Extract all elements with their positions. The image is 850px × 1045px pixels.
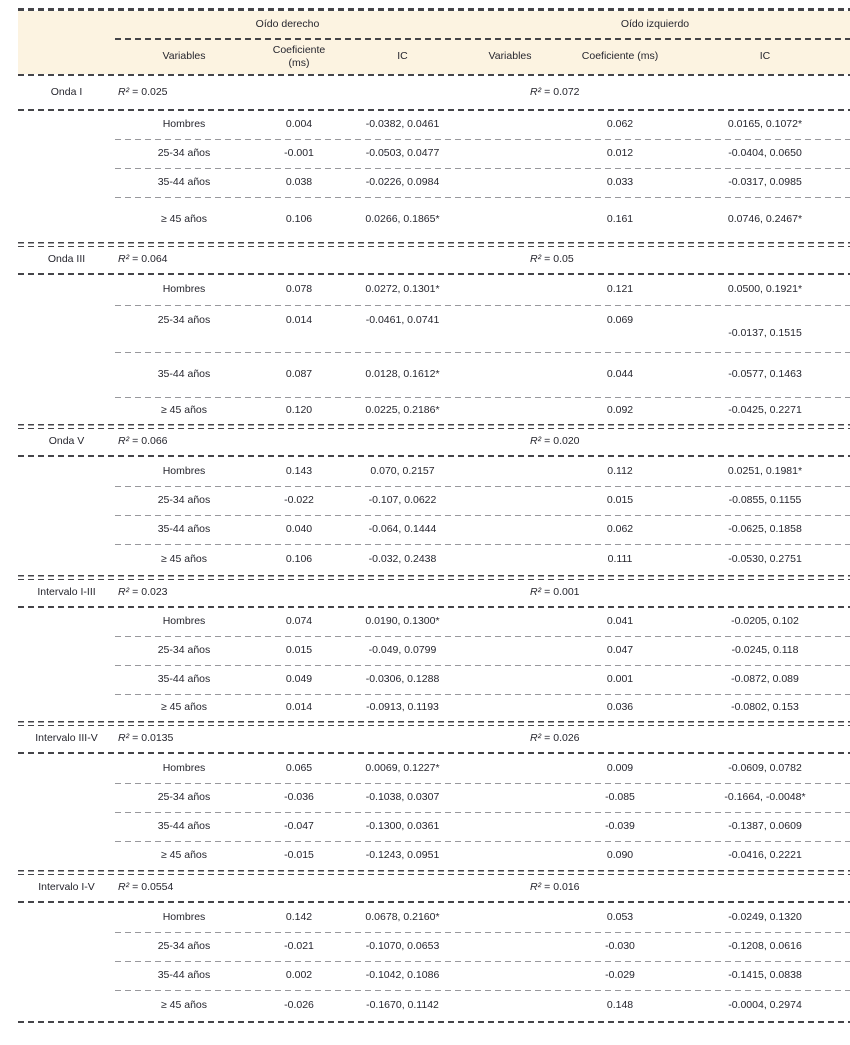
ic-left-cell: -0.1387, 0.0609 (728, 820, 802, 833)
table-row (18, 608, 850, 636)
table-row (18, 140, 850, 168)
coef-left-cell: -0.039 (605, 820, 635, 833)
variable-cell: 35-44 años (157, 673, 211, 686)
coef-label-line2: (ms) (288, 57, 310, 69)
ic-right-cell: -0.0382, 0.0461 (365, 118, 440, 131)
equals-sign: = (544, 253, 551, 266)
ic-right-cell: -0.032, 0.2438 (368, 553, 437, 566)
table-row (18, 457, 850, 486)
r2-value-right (115, 247, 460, 273)
coef-right-cell: 0.015 (285, 644, 313, 657)
r2-value-right (115, 429, 460, 455)
col-header-variables-left: Variables (488, 50, 532, 63)
ic-left-cell: -0.0609, 0.0782 (728, 761, 802, 774)
variable-left-cell (460, 695, 560, 721)
variable-left-cell (460, 353, 560, 397)
coef-left-cell: 0.062 (606, 118, 634, 131)
equals-sign: = (544, 586, 551, 599)
ic-right-cell: -0.0226, 0.0984 (365, 176, 440, 189)
variable-cell: ≥ 45 años (160, 701, 208, 714)
coef-right-cell: 0.004 (285, 118, 313, 131)
ic-right-cell: -0.0503, 0.0477 (365, 147, 440, 160)
coef-left-cell: 0.062 (606, 523, 634, 536)
equals-sign: = (132, 732, 139, 745)
table-row (18, 306, 850, 352)
r2-number: 0.016 (553, 881, 580, 894)
section-end-rule (18, 1021, 850, 1023)
col-header-coef-right (253, 40, 345, 74)
coef-right-cell: 0.040 (285, 523, 313, 536)
ic-left-cell: -0.1415, 0.0838 (728, 969, 802, 982)
equals-sign: = (544, 435, 551, 448)
ic-right-cell: -0.1670, 0.1142 (366, 999, 439, 1012)
coef-right-cell: 0.014 (285, 314, 313, 326)
table-row (18, 353, 850, 397)
coef-right-cell: 0.142 (285, 910, 313, 923)
variable-left-cell (460, 754, 560, 783)
section-label: Onda I (50, 85, 83, 98)
ic-right-cell: -0.1038, 0.0307 (365, 791, 440, 804)
r2-number: 0.001 (553, 586, 580, 599)
ic-right-cell: 0.0069, 0.1227* (365, 761, 440, 774)
coef-right-cell: 0.014 (285, 701, 313, 714)
section-label: Onda V (48, 435, 85, 448)
equals-sign: = (132, 586, 139, 599)
r2-value-right (115, 76, 460, 109)
coef-right-cell: 0.065 (285, 761, 313, 774)
coef-left-cell: 0.092 (606, 404, 634, 417)
r2-value-right (115, 875, 460, 901)
r2-number: 0.0554 (141, 881, 174, 894)
r2-value-left (460, 580, 850, 606)
section-label: Intervalo I-III (37, 586, 96, 599)
coef-left-cell: 0.012 (606, 147, 634, 160)
variable-cell: 35-44 años (157, 523, 211, 536)
ic-left-cell: -0.0205, 0.102 (731, 615, 799, 628)
ic-right-cell: -0.1070, 0.0653 (365, 940, 440, 953)
variable-left-cell (460, 140, 560, 168)
r-squared-symbol: R² (118, 586, 130, 599)
coef-left-cell: 0.009 (606, 761, 634, 774)
coef-left-cell: -0.085 (605, 791, 635, 804)
variable-cell: ≥ 45 años (160, 849, 208, 862)
coef-left-cell: 0.121 (606, 283, 634, 296)
equals-sign: = (544, 881, 551, 894)
ic-left-cell: -0.0245, 0.118 (731, 644, 799, 657)
r2-number: 0.023 (141, 586, 168, 599)
r-squared-symbol: R² (530, 253, 542, 266)
ic-right-cell: 0.0190, 0.1300* (365, 615, 440, 628)
ic-left-cell: -0.0004, 0.2974 (728, 999, 802, 1012)
variable-cell: 25-34 años (157, 644, 211, 657)
equals-sign: = (544, 732, 551, 745)
r2-value-left (460, 429, 850, 455)
r2-value-left (460, 247, 850, 273)
ic-right-cell: 0.0225, 0.2186* (365, 404, 440, 417)
coef-left-cell: -0.030 (605, 940, 635, 953)
variable-left-cell (460, 991, 560, 1021)
coef-left-cell: 0.041 (606, 615, 634, 628)
table-row (18, 903, 850, 932)
variable-cell: 25-34 años (157, 494, 211, 507)
corner-cell (18, 40, 115, 74)
ic-left-cell: -0.1664, -0.0048* (724, 791, 806, 804)
coef-right-cell: 0.120 (285, 404, 313, 417)
equals-sign: = (132, 253, 139, 266)
variable-cell: ≥ 45 años (160, 404, 208, 417)
r2-number: 0.025 (141, 85, 168, 98)
ic-left-cell: -0.0855, 0.1155 (728, 494, 802, 507)
table-row (18, 398, 850, 424)
ic-left-cell: -0.0137, 0.1515 (728, 327, 802, 339)
r-squared-symbol: R² (118, 253, 130, 266)
variable-left-cell (460, 933, 560, 961)
variable-left-cell (460, 111, 560, 139)
coef-right-cell: 0.106 (285, 213, 313, 226)
equals-sign: = (544, 85, 551, 98)
right-ear-group-header: Oído derecho (255, 17, 320, 30)
ic-left-cell: 0.0746, 0.2467* (727, 213, 803, 226)
coef-left-cell: 0.015 (606, 494, 634, 507)
table-row (18, 516, 850, 544)
variable-cell: 35-44 años (157, 820, 211, 833)
equals-sign: = (132, 85, 139, 98)
variable-left-cell (460, 545, 560, 575)
variable-left-cell (460, 198, 560, 242)
ic-right-cell: 0.0678, 0.2160* (365, 910, 440, 923)
variable-cell: ≥ 45 años (160, 213, 208, 226)
variable-left-cell (460, 487, 560, 515)
coef-left-cell: 0.112 (607, 464, 633, 477)
equals-sign: = (132, 881, 139, 894)
col-header-variables-right: Variables (162, 50, 206, 63)
section-label: Intervalo I-V (38, 881, 95, 894)
table-row (18, 487, 850, 515)
variable-left-cell (460, 842, 560, 870)
table-row (18, 198, 850, 242)
col-header-coef-left: Coeficiente (ms) (581, 50, 659, 63)
table-row (18, 933, 850, 961)
variable-left-cell (460, 457, 560, 486)
r2-number: 0.064 (141, 253, 168, 266)
coef-right-cell: -0.036 (284, 791, 314, 804)
coef-left-cell: 0.069 (606, 314, 634, 326)
variable-left-cell (460, 637, 560, 665)
variable-cell: ≥ 45 años (160, 999, 208, 1012)
table-row (18, 169, 850, 197)
r-squared-symbol: R² (118, 435, 130, 448)
variable-cell: 35-44 años (157, 368, 211, 381)
coef-right-cell: -0.026 (284, 999, 314, 1012)
coef-right-cell: 0.074 (285, 615, 313, 628)
variable-left-cell (460, 903, 560, 932)
table-row (18, 666, 850, 694)
table-row (18, 275, 850, 305)
ic-left-cell: -0.1208, 0.0616 (728, 940, 802, 953)
r-squared-symbol: R² (530, 881, 542, 894)
variable-left-cell (460, 169, 560, 197)
variable-cell: 35-44 años (157, 176, 211, 189)
ic-left-cell: -0.0416, 0.2221 (728, 849, 802, 862)
coef-left-cell: 0.148 (606, 999, 634, 1012)
r2-number: 0.05 (553, 253, 574, 266)
variable-cell: Hombres (162, 615, 206, 628)
variable-left-cell (460, 666, 560, 694)
ic-right-cell: 0.0266, 0.1865* (365, 213, 440, 226)
ic-left-cell: -0.0802, 0.153 (731, 701, 799, 714)
r-squared-symbol: R² (118, 881, 130, 894)
r2-value-left (460, 875, 850, 901)
r-squared-symbol: R² (118, 732, 130, 745)
coef-right-cell: 0.078 (285, 283, 313, 296)
ic-left-cell: -0.0530, 0.2751 (728, 553, 802, 566)
section-title-row (18, 875, 850, 901)
variable-cell: Hombres (162, 761, 206, 774)
table-row (18, 637, 850, 665)
table-row (18, 111, 850, 139)
equals-sign: = (132, 435, 139, 448)
ic-left-cell: -0.0404, 0.0650 (728, 147, 802, 160)
variable-cell: Hombres (162, 910, 206, 923)
table-row (18, 813, 850, 841)
r2-value-left (460, 726, 850, 752)
variable-left-cell (460, 813, 560, 841)
variable-left-cell (460, 306, 560, 352)
ic-right-cell: 0.0272, 0.1301* (365, 283, 440, 296)
variable-cell: 25-34 años (157, 314, 211, 326)
coef-left-cell: 0.111 (607, 553, 633, 566)
coef-label-line1: Coeficiente (272, 43, 326, 56)
ic-left-cell: -0.0577, 0.1463 (728, 368, 802, 381)
coef-right-cell: 0.143 (285, 464, 313, 477)
coef-right-cell: -0.015 (284, 849, 314, 862)
r2-number: 0.0135 (141, 732, 174, 745)
ic-right-cell: -0.1243, 0.0951 (365, 849, 440, 862)
section-title-row (18, 76, 850, 109)
table-row (18, 695, 850, 721)
r2-number: 0.066 (141, 435, 168, 448)
ic-right-cell: 0.070, 0.2157 (370, 464, 435, 477)
r2-number: 0.020 (553, 435, 580, 448)
table-row (18, 754, 850, 783)
ic-right-cell: -0.0306, 0.1288 (365, 673, 440, 686)
variable-cell: 25-34 años (157, 940, 211, 953)
left-ear-group-header: Oído izquierdo (620, 17, 690, 30)
table-header (18, 11, 850, 74)
ic-right-cell: 0.0128, 0.1612* (365, 368, 440, 381)
table-row (18, 784, 850, 812)
r-squared-symbol: R² (530, 435, 542, 448)
coef-right-cell: -0.021 (284, 940, 314, 953)
table-row (18, 545, 850, 575)
r2-value-right (115, 726, 460, 752)
ic-left-cell: 0.0500, 0.1921* (727, 283, 803, 296)
section-title-row (18, 247, 850, 273)
ic-left-cell: -0.0249, 0.1320 (728, 910, 802, 923)
coef-left-cell: 0.047 (606, 644, 634, 657)
col-header-ic-right: IC (397, 50, 408, 63)
ic-right-cell: -0.1300, 0.0361 (365, 820, 440, 833)
corner-cell (18, 11, 115, 38)
coef-left-cell: -0.029 (605, 969, 635, 982)
coef-left-cell: 0.090 (606, 849, 634, 862)
ic-left-cell: -0.0625, 0.1858 (728, 523, 802, 536)
coef-left-cell: 0.033 (606, 176, 634, 189)
variable-cell: 25-34 años (157, 791, 211, 804)
variable-left-cell (460, 516, 560, 544)
ic-right-cell: -0.0913, 0.1193 (366, 701, 439, 714)
r2-number: 0.026 (553, 732, 580, 745)
ic-left-cell: 0.0165, 0.1072* (727, 118, 803, 131)
variable-cell: 35-44 años (157, 969, 211, 982)
r-squared-symbol: R² (530, 586, 542, 599)
section-label: Onda III (47, 253, 86, 266)
coef-right-cell: 0.002 (285, 969, 313, 982)
coef-left-cell: 0.161 (606, 213, 634, 226)
ic-right-cell: -0.064, 0.1444 (368, 523, 437, 536)
coef-right-cell: 0.106 (285, 553, 313, 566)
coef-right-cell: 0.038 (285, 176, 313, 189)
section-title-row (18, 429, 850, 455)
r2-number: 0.072 (553, 85, 580, 98)
ic-left-cell: -0.0872, 0.089 (731, 673, 799, 686)
table-row (18, 842, 850, 870)
regression-results-table (18, 8, 850, 1023)
r2-value-right (115, 580, 460, 606)
table-row (18, 991, 850, 1021)
coef-right-cell: 0.049 (285, 673, 313, 686)
section-title-row (18, 580, 850, 606)
variable-cell: Hombres (162, 283, 206, 296)
coef-right-cell: -0.001 (284, 147, 314, 160)
ic-right-cell: -0.107, 0.0622 (368, 494, 437, 507)
table-body (18, 76, 850, 1023)
variable-left-cell (460, 398, 560, 424)
ic-right-cell: -0.1042, 0.1086 (365, 969, 440, 982)
variable-cell: Hombres (162, 464, 206, 477)
coef-right-cell: 0.087 (285, 368, 313, 381)
coef-left-cell: 0.053 (606, 910, 634, 923)
variable-left-cell (460, 608, 560, 636)
coef-left-cell: 0.001 (606, 673, 634, 686)
r-squared-symbol: R² (530, 85, 542, 98)
ic-left-cell: -0.0425, 0.2271 (728, 404, 802, 417)
section-title-row (18, 726, 850, 752)
coef-right-cell: -0.047 (284, 820, 314, 833)
section-label: Intervalo III-V (35, 732, 98, 745)
r-squared-symbol: R² (530, 732, 542, 745)
coef-right-cell: -0.022 (284, 494, 314, 507)
ic-left-cell: 0.0251, 0.1981* (727, 464, 803, 477)
variable-left-cell (460, 784, 560, 812)
variable-cell: Hombres (162, 118, 206, 131)
r2-value-left (460, 76, 850, 109)
table-row (18, 962, 850, 990)
variable-cell: ≥ 45 años (160, 553, 208, 566)
col-header-ic-left: IC (759, 50, 771, 63)
ic-right-cell: -0.0461, 0.0741 (365, 314, 440, 326)
coef-left-cell: 0.036 (606, 701, 634, 714)
variable-cell: 25-34 años (157, 147, 211, 160)
ic-right-cell: -0.049, 0.0799 (368, 644, 437, 657)
coef-left-cell: 0.044 (606, 368, 634, 381)
ic-left-cell: -0.0317, 0.0985 (728, 176, 802, 189)
r-squared-symbol: R² (118, 85, 130, 98)
variable-left-cell (460, 275, 560, 305)
variable-left-cell (460, 962, 560, 990)
